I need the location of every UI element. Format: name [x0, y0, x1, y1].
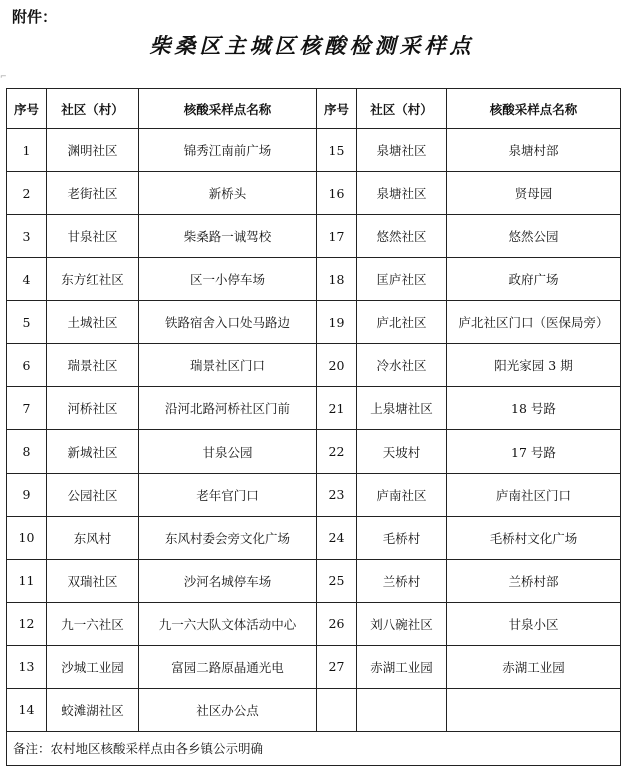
left-community-cell: 土城社区	[47, 301, 139, 344]
right-community-cell: 匡庐社区	[357, 258, 447, 301]
left-community-cell: 公园社区	[47, 473, 139, 516]
table-header-row	[7, 89, 621, 129]
left-community-cell: 老街社区	[47, 172, 139, 215]
left-site-cell: 老年官门口	[139, 473, 317, 516]
header-community-right: 社区（村）	[357, 89, 447, 129]
left-community-cell: 东风村	[47, 516, 139, 559]
right-site-cell: 17 号路	[447, 430, 621, 473]
table-row	[7, 688, 621, 731]
right-seq-cell: 25	[317, 559, 357, 602]
header-seq-right: 序号	[317, 89, 357, 129]
right-seq-cell: 21	[317, 387, 357, 430]
table-row	[7, 559, 621, 602]
right-site-cell: 政府广场	[447, 258, 621, 301]
right-community-cell: 赤湖工业园	[357, 645, 447, 688]
header-site-left: 核酸采样点名称	[139, 89, 317, 129]
left-community-cell: 瑞景社区	[47, 344, 139, 387]
left-site-cell: 区一小停车场	[139, 258, 317, 301]
right-site-cell: 毛桥村文化广场	[447, 516, 621, 559]
left-site-cell: 锦秀江南前广场	[139, 129, 317, 172]
right-community-cell	[357, 688, 447, 731]
right-community-cell: 冷水社区	[357, 344, 447, 387]
left-community-cell: 新城社区	[47, 430, 139, 473]
table-row	[7, 516, 621, 559]
table-row	[7, 430, 621, 473]
left-seq-cell: 12	[7, 602, 47, 645]
table-row	[7, 258, 621, 301]
right-site-cell: 贤母园	[447, 172, 621, 215]
table-row	[7, 129, 621, 172]
table-row	[7, 645, 621, 688]
left-seq-cell: 4	[7, 258, 47, 301]
attachment-label: 附件：	[12, 8, 58, 26]
right-community-cell: 毛桥村	[357, 516, 447, 559]
left-seq-cell: 11	[7, 559, 47, 602]
right-seq-cell: 20	[317, 344, 357, 387]
right-community-cell: 庐南社区	[357, 473, 447, 516]
left-site-cell: 九一六大队文体活动中心	[139, 602, 317, 645]
table-row	[7, 602, 621, 645]
right-community-cell: 悠然社区	[357, 215, 447, 258]
left-site-cell: 富园二路原晶通光电	[139, 645, 317, 688]
right-community-cell: 庐北社区	[357, 301, 447, 344]
document-title: 柴桑区主城区核酸检测采样点	[149, 33, 475, 58]
header-community-left: 社区（村）	[47, 89, 139, 129]
right-site-cell: 庐南社区门口	[447, 473, 621, 516]
left-site-cell: 东风村委会旁文化广场	[139, 516, 317, 559]
right-site-cell: 悠然公园	[447, 215, 621, 258]
note-text: 备注：农村地区核酸采样点由各乡镇公示明确	[7, 731, 621, 765]
right-site-cell: 18 号路	[447, 387, 621, 430]
left-seq-cell: 8	[7, 430, 47, 473]
table-row	[7, 473, 621, 516]
right-seq-cell: 27	[317, 645, 357, 688]
right-site-cell: 庐北社区门口（医保局旁）	[447, 301, 621, 344]
header-site-right: 核酸采样点名称	[447, 89, 621, 129]
right-site-cell: 赤湖工业园	[447, 645, 621, 688]
sampling-sites-table	[6, 88, 621, 766]
left-site-cell: 社区办公点	[139, 688, 317, 731]
left-seq-cell: 10	[7, 516, 47, 559]
right-seq-cell: 16	[317, 172, 357, 215]
left-community-cell: 沙城工业园	[47, 645, 139, 688]
right-community-cell: 兰桥村	[357, 559, 447, 602]
right-seq-cell: 26	[317, 602, 357, 645]
left-site-cell: 瑞景社区门口	[139, 344, 317, 387]
table-row	[7, 387, 621, 430]
left-site-cell: 柴桑路一诚驾校	[139, 215, 317, 258]
header-seq-left: 序号	[7, 89, 47, 129]
left-seq-cell: 2	[7, 172, 47, 215]
right-community-cell: 上泉塘社区	[357, 387, 447, 430]
right-community-cell: 泉塘社区	[357, 129, 447, 172]
table-row	[7, 172, 621, 215]
left-community-cell: 九一六社区	[47, 602, 139, 645]
right-seq-cell: 23	[317, 473, 357, 516]
left-seq-cell: 14	[7, 688, 47, 731]
right-site-cell: 兰桥村部	[447, 559, 621, 602]
left-community-cell: 甘泉社区	[47, 215, 139, 258]
right-seq-cell	[317, 688, 357, 731]
left-seq-cell: 1	[7, 129, 47, 172]
note-row	[7, 731, 621, 765]
right-site-cell: 阳光家园 3 期	[447, 344, 621, 387]
left-site-cell: 铁路宿舍入口处马路边	[139, 301, 317, 344]
right-seq-cell: 19	[317, 301, 357, 344]
right-seq-cell: 18	[317, 258, 357, 301]
right-community-cell: 泉塘社区	[357, 172, 447, 215]
left-seq-cell: 3	[7, 215, 47, 258]
left-site-cell: 沿河北路河桥社区门前	[139, 387, 317, 430]
right-seq-cell: 24	[317, 516, 357, 559]
left-community-cell: 东方红社区	[47, 258, 139, 301]
left-site-cell: 新桥头	[139, 172, 317, 215]
right-community-cell: 天坡村	[357, 430, 447, 473]
table-row	[7, 215, 621, 258]
margin-mark-icon: ⌐	[0, 72, 7, 81]
left-community-cell: 渊明社区	[47, 129, 139, 172]
left-site-cell: 甘泉公园	[139, 430, 317, 473]
table-row	[7, 301, 621, 344]
right-community-cell: 刘八碗社区	[357, 602, 447, 645]
right-seq-cell: 15	[317, 129, 357, 172]
right-seq-cell: 17	[317, 215, 357, 258]
right-site-cell	[447, 688, 621, 731]
left-community-cell: 河桥社区	[47, 387, 139, 430]
left-seq-cell: 6	[7, 344, 47, 387]
table-row	[7, 344, 621, 387]
left-seq-cell: 5	[7, 301, 47, 344]
left-community-cell: 双瑞社区	[47, 559, 139, 602]
left-seq-cell: 9	[7, 473, 47, 516]
left-site-cell: 沙河名城停车场	[139, 559, 317, 602]
left-seq-cell: 7	[7, 387, 47, 430]
right-site-cell: 甘泉小区	[447, 602, 621, 645]
right-site-cell: 泉塘村部	[447, 129, 621, 172]
left-seq-cell: 13	[7, 645, 47, 688]
right-seq-cell: 22	[317, 430, 357, 473]
left-community-cell: 蛟滩湖社区	[47, 688, 139, 731]
